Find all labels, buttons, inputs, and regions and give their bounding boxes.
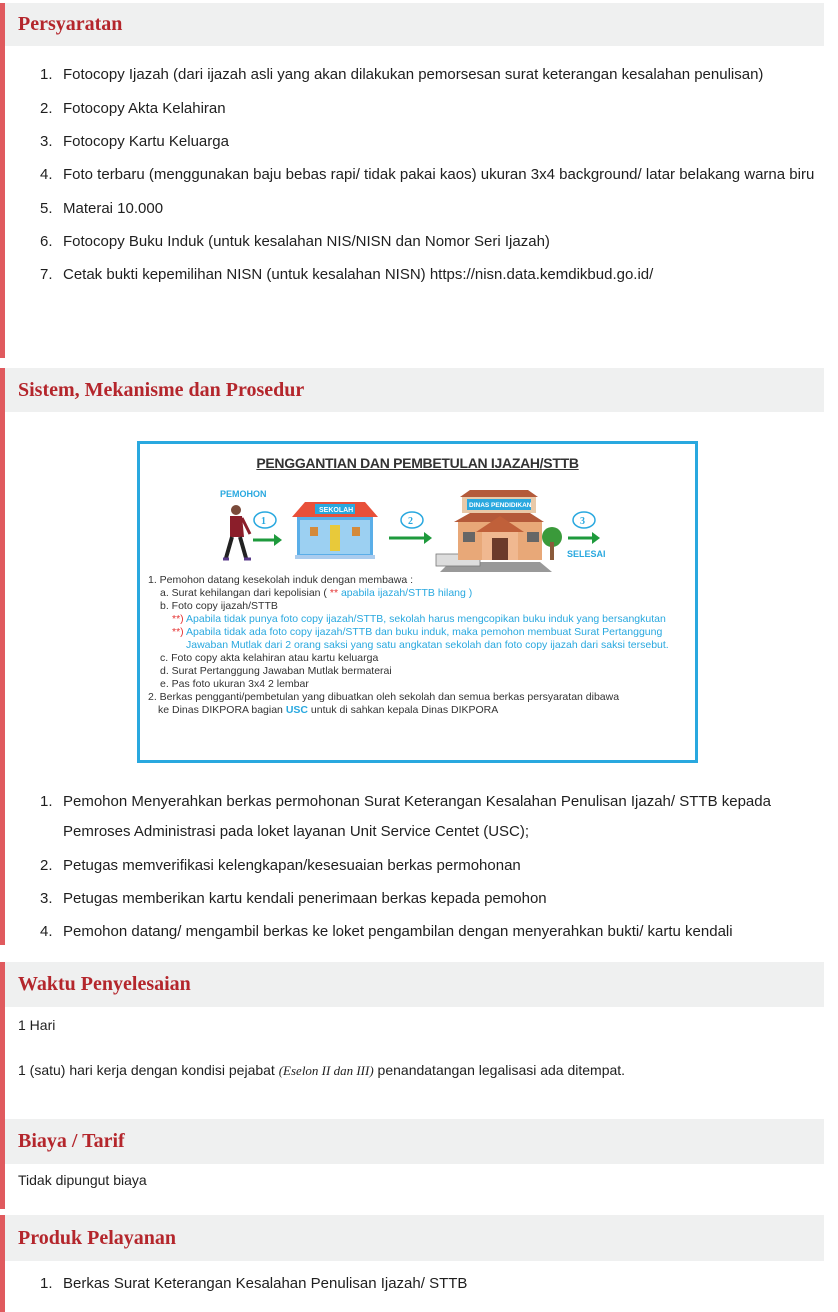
svg-text:3: 3 bbox=[580, 516, 585, 527]
list-item: 1. Berkas Surat Keterangan Kesalahan Penulisan Ijazah/ STTB bbox=[40, 1275, 468, 1292]
list-item: 4. Pemohon datang/ mengambil berkas ke loket pengambilan dengan menyerahkan bukti/ kartu kendali bbox=[40, 923, 733, 940]
section-title: Waktu Penyelesaian bbox=[5, 962, 824, 1007]
requirements-list bbox=[0, 58, 830, 291]
office-building-icon bbox=[436, 490, 562, 572]
list-item: 3. Fotocopy Kartu Keluarga bbox=[40, 133, 229, 150]
duration-description: 1 (satu) hari kerja dengan kondisi pejabat (Eselon II dan III) penandatangan legalisasi ada ditempat. bbox=[18, 1062, 626, 1078]
arrow-icon bbox=[568, 532, 600, 544]
list-item: 4. Foto terbaru (menggunakan baju bebas rapi/ tidak pakai kaos) ukuran 3x4 background/ latar belakang warna biru bbox=[40, 166, 815, 183]
svg-text:2: 2 bbox=[408, 516, 413, 527]
list-item: 6. Fotocopy Buku Induk (untuk kesalahan NIS/NISN dan Nomor Seri Ijazah) bbox=[40, 233, 550, 250]
svg-text:DINAS PENDIDIKAN: DINAS PENDIDIKAN bbox=[469, 502, 532, 509]
svg-text:SEKOLAH: SEKOLAH bbox=[319, 507, 354, 514]
section-title: Biaya / Tarif bbox=[5, 1119, 824, 1164]
section-persyaratan bbox=[0, 3, 838, 358]
procedure-list bbox=[0, 785, 830, 948]
list-item: 1. Fotocopy Ijazah (dari ijazah asli yang akan dilakukan pemorsesan surat keterangan kesalahan penulisan) bbox=[40, 66, 764, 83]
arrow-icon bbox=[389, 532, 432, 544]
list-item: 3. Petugas memberikan kartu kendali penerimaan berkas kepada pemohon bbox=[40, 890, 547, 907]
section-produk bbox=[0, 1215, 838, 1312]
section-title: Produk Pelayanan bbox=[5, 1215, 824, 1261]
list-item: 7. Cetak bukti kepemilihan NISN (untuk kesalahan NISN) https://nisn.data.kemdikbud.go.id/ bbox=[40, 266, 654, 283]
person-icon bbox=[223, 505, 251, 559]
product-list bbox=[0, 1267, 830, 1300]
section-title: Sistem, Mekanisme dan Prosedur bbox=[5, 368, 824, 412]
list-item: 1. Pemohon Menyerahkan berkas permohonan Surat Keterangan Kesalahan Penulisan Ijazah/ STTB kepada Pemroses Administrasi pada loket layanan Unit Service Centet (USC); bbox=[40, 793, 771, 840]
svg-text:1: 1 bbox=[261, 516, 266, 527]
section-title: Persyaratan bbox=[5, 3, 824, 46]
duration-value: 1 Hari bbox=[18, 1017, 56, 1033]
section-waktu bbox=[0, 962, 838, 1106]
list-item: 5. Materai 10.000 bbox=[40, 200, 164, 217]
diagram-title: PENGGANTIAN DAN PEMBETULAN IJAZAH/STTB bbox=[256, 455, 579, 471]
selesai-label: SELESAI bbox=[567, 549, 606, 559]
list-item: 2. Fotocopy Akta Kelahiran bbox=[40, 100, 226, 117]
school-icon bbox=[292, 502, 378, 559]
pemohon-label: PEMOHON bbox=[220, 489, 267, 499]
flow-illustration bbox=[140, 482, 695, 572]
diagram-instructions: 1. Pemohon datang kesekolah induk dengan membawa : a. Surat kehilangan dari kepolisian ( ** apabila ijazah/STTB hilang ) b. Foto copy ijazah/STTB **) Apabila tidak punya foto copy ijazah/STTB, sekolah harus mengcopikan buku induk yang bersangkutan **) Apabila tidak ada foto copy ijazah/STTB dan buku induk, maka pemohon membuat Surat Pertanggung Jawaban Mutlak dari 2 orang saksi yang satu angkatan sekolah dan foto copy ijazah dari saksi tersebut. c. Foto copy akta kelahiran atau kartu keluarga d. Surat Pertanggung Jawaban Mutlak bermaterai e. Pas foto ukuran 3x4 2 lembar 2. Berkas pengganti/pembetulan yang dibuatkan oleh sekolah dan semua berkas persyaratan dibawa ke Dinas DIKPORA bagian USC untuk di sahkan kepala Dinas DIKPORA bbox=[148, 574, 669, 716]
fee-value: Tidak dipungut biaya bbox=[18, 1172, 147, 1188]
arrow-icon bbox=[253, 534, 282, 546]
list-item: 2. Petugas memverifikasi kelengkapan/kesesuaian berkas permohonan bbox=[40, 857, 521, 874]
section-biaya bbox=[0, 1106, 838, 1209]
procedure-diagram bbox=[137, 441, 698, 763]
